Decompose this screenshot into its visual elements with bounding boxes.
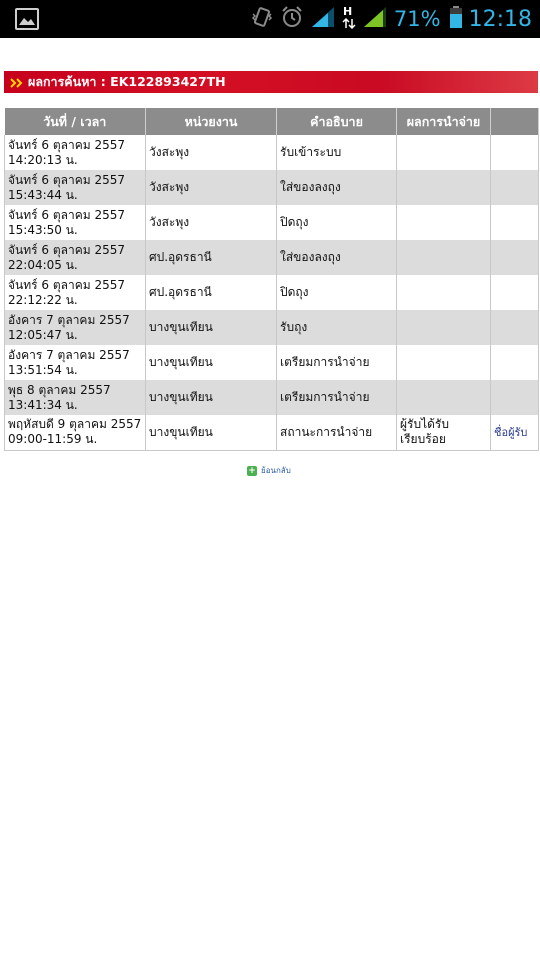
- office-cell: ศป.อุดรธานี: [146, 275, 277, 310]
- date-text: จันทร์ 6 ตุลาคม 2557: [8, 172, 126, 187]
- result-header: [4, 71, 538, 93]
- office-cell: บางขุนเทียน: [146, 310, 277, 345]
- datetime-cell: [5, 170, 146, 205]
- office-cell: ศป.อุดรธานี: [146, 240, 277, 275]
- date-text: จันทร์ 6 ตุลาคม 2557: [8, 207, 126, 222]
- time-text: 09:00-11:59 น.: [8, 432, 98, 447]
- action-cell: [491, 380, 539, 415]
- datetime-cell: [5, 205, 146, 240]
- date-text: จันทร์ 6 ตุลาคม 2557: [8, 277, 126, 292]
- description-cell: รับถุง: [277, 310, 397, 345]
- result-cell: [397, 135, 491, 170]
- result-cell: [397, 240, 491, 275]
- time-text: 15:43:50 น.: [8, 222, 78, 237]
- result-cell: [397, 205, 491, 240]
- gallery-icon: [15, 8, 39, 30]
- date-text: อังคาร 7 ตุลาคม 2557: [8, 312, 130, 327]
- datetime-cell: [5, 135, 146, 170]
- table-row: [5, 380, 539, 415]
- time-text: 22:12:22 น.: [8, 292, 78, 307]
- result-cell: [397, 380, 491, 415]
- double-chevron-icon: [10, 73, 24, 92]
- action-cell: [491, 415, 539, 450]
- action-cell: [491, 205, 539, 240]
- time-text: 12:05:47 น.: [8, 327, 78, 342]
- action-cell: [491, 310, 539, 345]
- description-cell: ปิดถุง: [277, 205, 397, 240]
- result-text: ผู้รับได้รับ: [400, 417, 449, 432]
- datetime-cell: [5, 415, 146, 450]
- battery-percent: 71%: [393, 7, 441, 31]
- table-row: [5, 240, 539, 275]
- column-header-office: หน่วยงาน: [146, 108, 277, 135]
- table-row: [5, 275, 539, 310]
- description-cell: ใส่ของลงถุง: [277, 170, 397, 205]
- column-header-action: [491, 108, 539, 135]
- vibrate-icon: [250, 5, 274, 33]
- plus-icon: +: [248, 465, 256, 476]
- result-cell: [397, 345, 491, 380]
- description-cell: สถานะการนำจ่าย: [277, 415, 397, 450]
- datetime-cell: [5, 345, 146, 380]
- alarm-icon: [280, 5, 304, 33]
- status-bar: [0, 0, 540, 38]
- result-cell: [397, 415, 491, 450]
- date-text: จันทร์ 6 ตุลาคม 2557: [8, 242, 126, 257]
- clock: 12:18: [468, 6, 532, 32]
- table-header-row: [5, 108, 539, 135]
- table-row: [5, 205, 539, 240]
- back-link[interactable]: [247, 464, 291, 477]
- description-cell: ใส่ของลงถุง: [277, 240, 397, 275]
- description-cell: รับเข้าระบบ: [277, 135, 397, 170]
- table-row: [5, 415, 539, 450]
- office-cell: วังสะพุง: [146, 135, 277, 170]
- description-cell: เตรียมการนำจ่าย: [277, 380, 397, 415]
- network-type-label: H: [342, 5, 353, 18]
- signal-icon: [310, 5, 336, 33]
- office-cell: วังสะพุง: [146, 205, 277, 240]
- column-header-datetime: วันที่ / เวลา: [5, 108, 146, 135]
- column-header-delivery-result: ผลการนำจ่าย: [397, 108, 491, 135]
- tracking-table: [4, 108, 539, 451]
- time-text: 14:20:13 น.: [8, 152, 78, 167]
- description-cell: ปิดถุง: [277, 275, 397, 310]
- office-cell: บางขุนเทียน: [146, 415, 277, 450]
- table-row: [5, 170, 539, 205]
- result-cell: [397, 275, 491, 310]
- action-cell: [491, 275, 539, 310]
- result-text: เรียบร้อย: [400, 432, 446, 447]
- time-text: 13:41:34 น.: [8, 397, 78, 412]
- recipient-name-link[interactable]: ชื่อผู้รับ: [494, 426, 528, 440]
- time-text: 15:43:44 น.: [8, 187, 78, 202]
- action-cell: [491, 240, 539, 275]
- date-text: พฤหัสบดี 9 ตุลาคม 2557: [8, 417, 142, 432]
- table-row: [5, 310, 539, 345]
- datetime-cell: [5, 240, 146, 275]
- time-text: 22:04:05 น.: [8, 257, 78, 272]
- action-cell: [491, 345, 539, 380]
- table-row: [5, 345, 539, 380]
- datetime-cell: [5, 275, 146, 310]
- datetime-cell: [5, 380, 146, 415]
- data-arrows-icon: [342, 4, 356, 34]
- result-title: ผลการค้นหา : EK122893427TH: [28, 74, 226, 89]
- battery-icon: [449, 5, 463, 33]
- action-cell: [491, 135, 539, 170]
- result-cell: [397, 310, 491, 345]
- result-cell: [397, 170, 491, 205]
- column-header-description: คำอธิบาย: [277, 108, 397, 135]
- table-row: [5, 135, 539, 170]
- date-text: จันทร์ 6 ตุลาคม 2557: [8, 137, 126, 152]
- description-cell: เตรียมการนำจ่าย: [277, 345, 397, 380]
- office-cell: วังสะพุง: [146, 170, 277, 205]
- signal-icon: [362, 5, 388, 33]
- time-text: 13:51:54 น.: [8, 362, 78, 377]
- office-cell: บางขุนเทียน: [146, 345, 277, 380]
- date-text: อังคาร 7 ตุลาคม 2557: [8, 347, 130, 362]
- date-text: พุธ 8 ตุลาคม 2557: [8, 382, 111, 397]
- datetime-cell: [5, 310, 146, 345]
- office-cell: บางขุนเทียน: [146, 380, 277, 415]
- action-cell: [491, 170, 539, 205]
- back-label: ย้อนกลับ: [261, 466, 291, 475]
